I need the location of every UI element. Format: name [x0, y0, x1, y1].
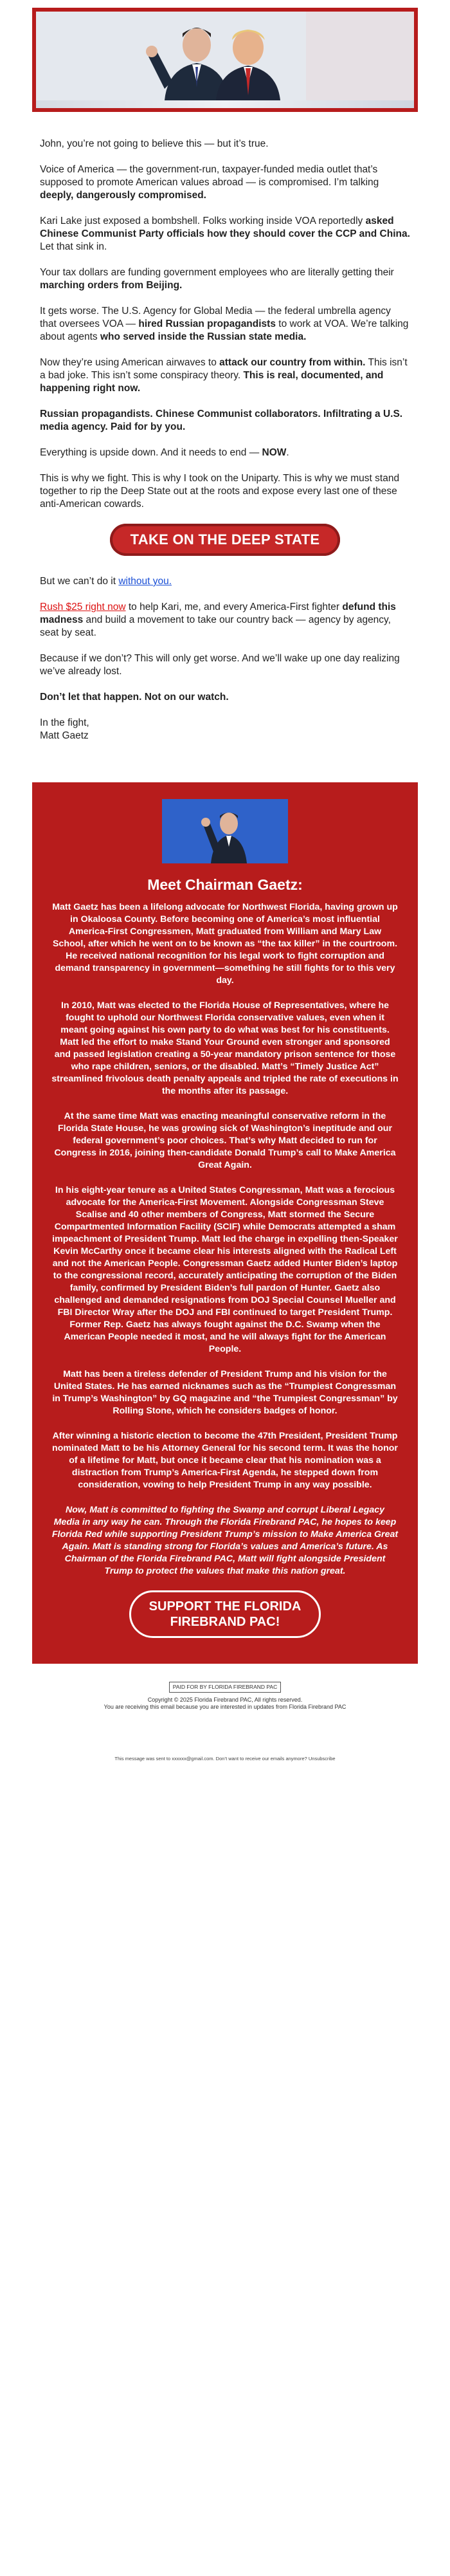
paragraph-usagm: It gets worse. The U.S. Agency for Global Media — the federal umbrella agency that oversees VOA — hired Russian propagandists to work at VOA. We’re talking about agents who served inside the Russian state media. [40, 306, 409, 342]
hero-image [32, 8, 418, 112]
chairman-illustration [162, 799, 288, 863]
paragraph-voa: Voice of America — the government-run, taxpayer-funded media outlet that’s supposed to promote American values abroad — is compromised. I’m talking deeply, dangerously compromised. [40, 164, 379, 201]
rush-25-link[interactable]: Rush $25 right now [40, 602, 126, 612]
support-container [51, 1590, 399, 1638]
take-on-deep-state-button[interactable]: TAKE ON THE DEEP STATE [110, 524, 341, 556]
bio-title: Meet Chairman Gaetz: [147, 876, 303, 893]
bio-paragraph: At the same time Matt was enacting meaningful conservative reform in the Florida State House, he was growing sick of Washington’s ineptitude and our federal government’s poor choices. That’s why Matt decided to run for Congress in 2016, joining then-candidate Donald Trump’s call to Make America Great Again. [54, 1111, 396, 1170]
bio-paragraph: After winning a historic election to become the 47th President, President Trump nominated Matt to be his Attorney General for his second term. It was the honor of a lifetime for Matt, but once it became clear that his nomination was a distraction from Trump’s America-First Agenda, he stepped down from consideration, vowing to help President Trump in any way possible. [52, 1431, 398, 1490]
paragraph-if-we-dont: Because if we don’t? This will only get worse. And we’ll wake up one day realizing we’ve already lost. [40, 653, 400, 677]
cta-container [40, 524, 410, 556]
bio-paragraph: In 2010, Matt was elected to the Florida House of Representatives, where he fought to uphold our Northwest Florida conservative values, even when it meant going against his own party to do what was best for his constituents. Matt led the effort to make Stand Your Ground even stronger and sponsored and passed legislation creating a 50-year mandatory prison sentence for those who rape children, seniors, or the disabled. Matt’s “Timely Justice Act” streamlined frivolous death penalty appeals and tripled the rate of executions in the months after its passage. [51, 1000, 399, 1096]
footer [32, 1682, 418, 1711]
reason-text: You are receiving this email because you are interested in updates from Florida Firebrand PAC [104, 1704, 346, 1710]
paragraph-intro: John, you’re not going to believe this — but it’s true. [40, 138, 269, 149]
bio-paragraph: In his eight-year tenure as a United States Congressman, Matt was a ferocious advocate for the America-First Movement. Alongside Congressman Steve Scalise and 40 other members of Congress, Matt stormed the Secure Compartmented Information Facility (SCIF) while Democrats attempted a sham impeachment of President Trump. Matt led the charge in expelling then-Speaker Kevin McCarthy once it became clear his interests aligned with the Radical Left and not the American People. Congressman Gaetz added Hunter Biden’s laptop to the congressional record, accurately anticipating the corruption of the Biden family, confirmed by President Biden’s full pardon of Hunter. Gaetz also challenged and demanded resignations from DOJ Special Counsel Mueller and FBI Director Wray after the DOJ and FBI continued to target President Trump. Former Rep. Gaetz has always fought against the D.C. Swamp when the American People needed it most, and he will always fight for the American People. [52, 1185, 398, 1354]
paragraph-without-you: But we can’t do it without you. [40, 576, 172, 587]
chairman-photo [162, 799, 288, 863]
letter-body [32, 112, 418, 742]
bio-paragraph: Matt has been a tireless defender of President Trump and his vision for the United States. He has earned nicknames such as the “Trumpiest Congressman in Trump’s Washington” by GQ magazine and “the Trumpiest Congressman” by Rolling Stone, which he considers badges of honor. [52, 1369, 398, 1416]
paid-for-box: PAID FOR BY FLORIDA FIREBRAND PAC [169, 1682, 281, 1693]
bio-section [32, 782, 418, 1664]
unsubscribe-notice[interactable]: This message was sent to xxxxxx@gmail.com. Don’t want to receive our emails anymore? Unsubscribe [114, 1756, 336, 1762]
paragraph-propagandists: Russian propagandists. Chinese Communist collaborators. Infiltrating a U.S. media agency. Paid for by you. [40, 409, 403, 432]
copyright-text: Copyright © 2025 Florida Firebrand PAC, All rights reserved. [147, 1697, 303, 1703]
hero-illustration [36, 12, 414, 100]
support-pac-button[interactable]: SUPPORT THE FLORIDA FIREBRAND PAC! [129, 1590, 321, 1638]
paragraph-rush: Rush $25 right now to help Kari, me, and every America-First fighter defund this madness and build a movement to take our country back — agency by agency, seat by seat. [40, 602, 396, 638]
paragraph-tax-dollars: Your tax dollars are funding government employees who are literally getting their marching orders from Beijing. [40, 267, 394, 291]
paragraph-kari-lake: Kari Lake just exposed a bombshell. Folks working inside VOA reportedly asked Chinese Communist Party officials how they should cover the CCP and China. Let that sink in. [40, 216, 410, 252]
bio-paragraph: Matt Gaetz has been a lifelong advocate for Northwest Florida, having grown up in Okaloosa County. Before becoming one of America’s most influential America-First Congressmen, Matt graduated from William and Mary Law School, after which he went on to be known as “the tax killer” in the courtroom. He received national recognition for his legal work to fight corruption and demand transparency in government—something he still fights for to this very day. [52, 902, 398, 986]
paragraph-airwaves: Now they’re using American airwaves to attack our country from within. This isn’t a bad joke. This isn’t some conspiracy theory. This is real, documented, and happening right now. [40, 357, 408, 394]
paragraph-dont-let: Don’t let that happen. Not on our watch. [40, 692, 229, 703]
signature: In the fight, Matt Gaetz [40, 717, 89, 741]
without-you-link[interactable]: without you. [118, 576, 172, 587]
bio-closing: Now, Matt is committed to fighting the Swamp and corrupt Liberal Legacy Media in any way he can. Through the Florida Firebrand PAC, he hopes to keep Florida Red while supporting President Trump’s mission to Make America Great Again. Matt is standing strong for Florida’s values and America’s future. As Chairman of the Florida Firebrand PAC, Matt will fight alongside President Trump to protect the values that make this nation great. [51, 1505, 399, 1576]
paragraph-why-we-fight: This is why we fight. This is why I took on the Uniparty. This is why we must stand together to rip the Deep State out at the roots and expose every last one of these anti-American cowards. [40, 473, 400, 510]
email-container [32, 8, 418, 1813]
paragraph-upside-down: Everything is upside down. And it needs to end — NOW. [40, 447, 289, 458]
